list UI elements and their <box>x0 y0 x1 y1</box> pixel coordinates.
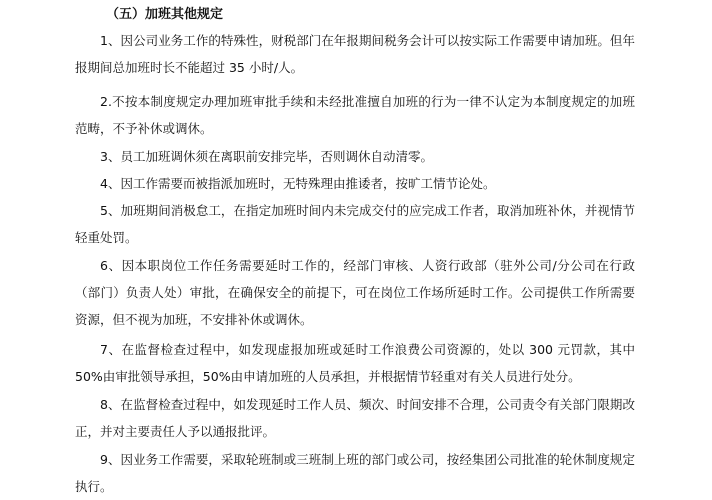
paragraph-1: 1、因公司业务工作的特殊性，财税部门在年报期间税务会计可以按实际工作需要申请加班。但年报期间总加班时长不能超过 35 小时/人。 <box>75 33 635 75</box>
paragraph-5: 5、加班期间消极怠工，在指定加班时间内未完成交付的应完成工作者，取消加班补休，并视情节轻重处罚。 <box>75 203 635 245</box>
paragraph-8: 8、在监督检查过程中，如发现延时工作人员、频次、时间安排不合理，公司责令有关部门限期改正，并对主要责任人予以通报批评。 <box>75 397 635 439</box>
paragraph-6: 6、因本职岗位工作任务需要延时工作的，经部门审核、人资行政部（驻外公司/分公司在行政（部门）负责人处）审批，在确保安全的前提下，可在岗位工作场所延时工作。公司提供工作所需要资源，但不视为加班，不安排补休或调休。 <box>75 258 635 327</box>
paragraph-4: 4、因工作需要而被指派加班时，无特殊理由推诿者，按旷工情节论处。 <box>100 176 496 191</box>
section-heading: （五）加班其他规定 <box>106 7 224 22</box>
paragraph-3: 3、员工加班调休须在离职前安排完毕，否则调休自动清零。 <box>100 149 433 164</box>
paragraph-7: 7、在监督检查过程中，如发现虚报加班或延时工作浪费公司资源的，处以 300 元罚款，其中 50%由审批领导承担，50%由申请加班的人员承担，并根据情节轻重对有关人员进行处分。 <box>75 342 635 384</box>
paragraph-2: 2.不按本制度规定办理加班审批手续和未经批准擅自加班的行为一律不认定为本制度规定的加班范畴，不予补休或调休。 <box>75 94 635 136</box>
paragraph-9: 9、因业务工作需要，采取轮班制或三班制上班的部门或公司，按经集团公司批准的轮休制度规定执行。 <box>75 452 635 494</box>
